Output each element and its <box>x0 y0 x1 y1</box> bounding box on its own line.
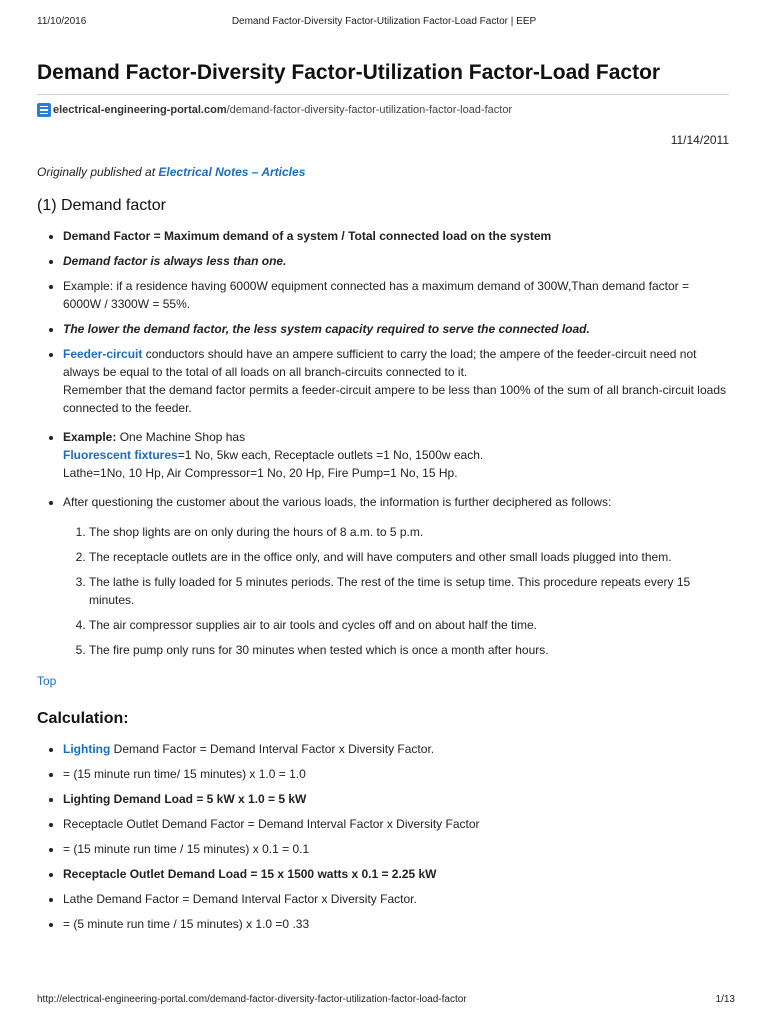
step-item: 4. The air compressor supplies air to air tools and cycles off and on about half the time. <box>89 616 729 634</box>
example-label: Example: <box>63 430 117 444</box>
source-path[interactable]: /demand-factor-diversity-factor-utilization-factor-load-factor <box>226 104 513 116</box>
list-item: • Receptacle Outlet Demand Load = 15 x 1500 watts x 0.1 = 2.25 kW <box>63 865 729 883</box>
step-item: 5. The fire pump only runs for 30 minutes when tested which is once a month after hours. <box>89 641 729 659</box>
originally-published <box>37 165 729 179</box>
electrical-notes-link[interactable]: Electrical Notes – Articles <box>158 165 306 179</box>
list-item <box>63 740 729 758</box>
questioning-text: After questioning the customer about the various loads, the information is further deciphered as follows: <box>63 495 612 509</box>
section-heading-demand-factor: (1) Demand factor <box>37 197 166 214</box>
list-item <box>63 428 729 486</box>
site-logo-icon <box>37 103 51 117</box>
step-item: 3. The lathe is fully loaded for 5 minutes periods. The rest of the time is setup time. This procedure repeats every 15 minutes. <box>89 573 729 609</box>
feeder-text: conductors should have an ampere sufficient to carry the load; the ampere of the feeder-circuit need not always be equal to the total of all loads on all branch-circuits connected to it. <box>63 347 697 379</box>
page-title: Demand Factor-Diversity Factor-Utilization Factor-Load Factor <box>37 58 729 95</box>
page-number: 1/13 <box>715 994 735 1005</box>
list-item: • = (5 minute run time / 15 minutes) x 1.0 =0 .33 <box>63 915 729 933</box>
top-link[interactable]: Top <box>37 674 57 688</box>
section-heading-calculation: Calculation: <box>37 710 129 727</box>
example-text-3: Lathe=1No, 10 Hp, Air Compressor=1 No, 20 Hp, Fire Pump=1 No, 15 Hp. <box>63 466 458 480</box>
fluorescent-fixtures-link[interactable]: Fluorescent fixtures <box>63 448 178 462</box>
list-item <box>63 493 729 659</box>
calculation-list <box>37 740 729 933</box>
lighting-link[interactable]: Lighting <box>63 742 111 756</box>
list-item: • Demand Factor = Maximum demand of a system / Total connected load on the system <box>63 227 729 245</box>
print-date: 11/10/2016 <box>37 16 87 27</box>
feeder-circuit-link[interactable]: Feeder-circuit <box>63 347 143 361</box>
lighting-text: Demand Factor = Demand Interval Factor x Diversity Factor. <box>110 742 435 756</box>
feeder-text-2: Remember that the demand factor permits a feeder-circuit ampere to be less than 100% of the sum of all branch-circuit loads connected to the feeder. <box>63 383 726 415</box>
example-text: One Machine Shop has <box>116 430 246 444</box>
list-item: • Receptacle Outlet Demand Factor = Demand Interval Factor x Diversity Factor <box>63 815 729 833</box>
list-item <box>63 345 729 421</box>
load-steps-list <box>63 523 729 659</box>
list-item: • The lower the demand factor, the less system capacity required to serve the connected load. <box>63 320 729 338</box>
article-content <box>37 58 729 940</box>
publish-date: 11/14/2011 <box>670 133 729 147</box>
print-header <box>0 16 768 30</box>
list-item: • = (15 minute run time / 15 minutes) x 0.1 = 0.1 <box>63 840 729 858</box>
orig-prefix: Originally published at <box>37 165 159 179</box>
source-line <box>37 103 729 117</box>
demand-factor-list <box>37 227 729 659</box>
list-item: • Lathe Demand Factor = Demand Interval Factor x Diversity Factor. <box>63 890 729 908</box>
list-item: • Example: if a residence having 6000W equipment connected has a maximum demand of 300W,Than demand factor = 6000W / 3300W = 55%. <box>63 277 729 313</box>
print-footer <box>0 994 768 1008</box>
step-item: 1. The shop lights are on only during the hours of 8 a.m. to 5 p.m. <box>89 523 729 541</box>
list-item: • = (15 minute run time/ 15 minutes) x 1.0 = 1.0 <box>63 765 729 783</box>
list-item: • Demand factor is always less than one. <box>63 252 729 270</box>
example-text-2: =1 No, 5kw each, Receptacle outlets =1 No, 1500w each. <box>177 448 484 462</box>
list-item: • Lighting Demand Load = 5 kW x 1.0 = 5 kW <box>63 790 729 808</box>
footer-url: http://electrical-engineering-portal.com/demand-factor-diversity-factor-utilization-factor-load-factor <box>37 994 467 1005</box>
step-item: 2. The receptacle outlets are in the office only, and will have computers and other small loads plugged into them. <box>89 548 729 566</box>
print-title: Demand Factor-Diversity Factor-Utilization Factor-Load Factor | EEP <box>231 16 537 27</box>
source-domain[interactable]: electrical-engineering-portal.com <box>53 104 227 116</box>
